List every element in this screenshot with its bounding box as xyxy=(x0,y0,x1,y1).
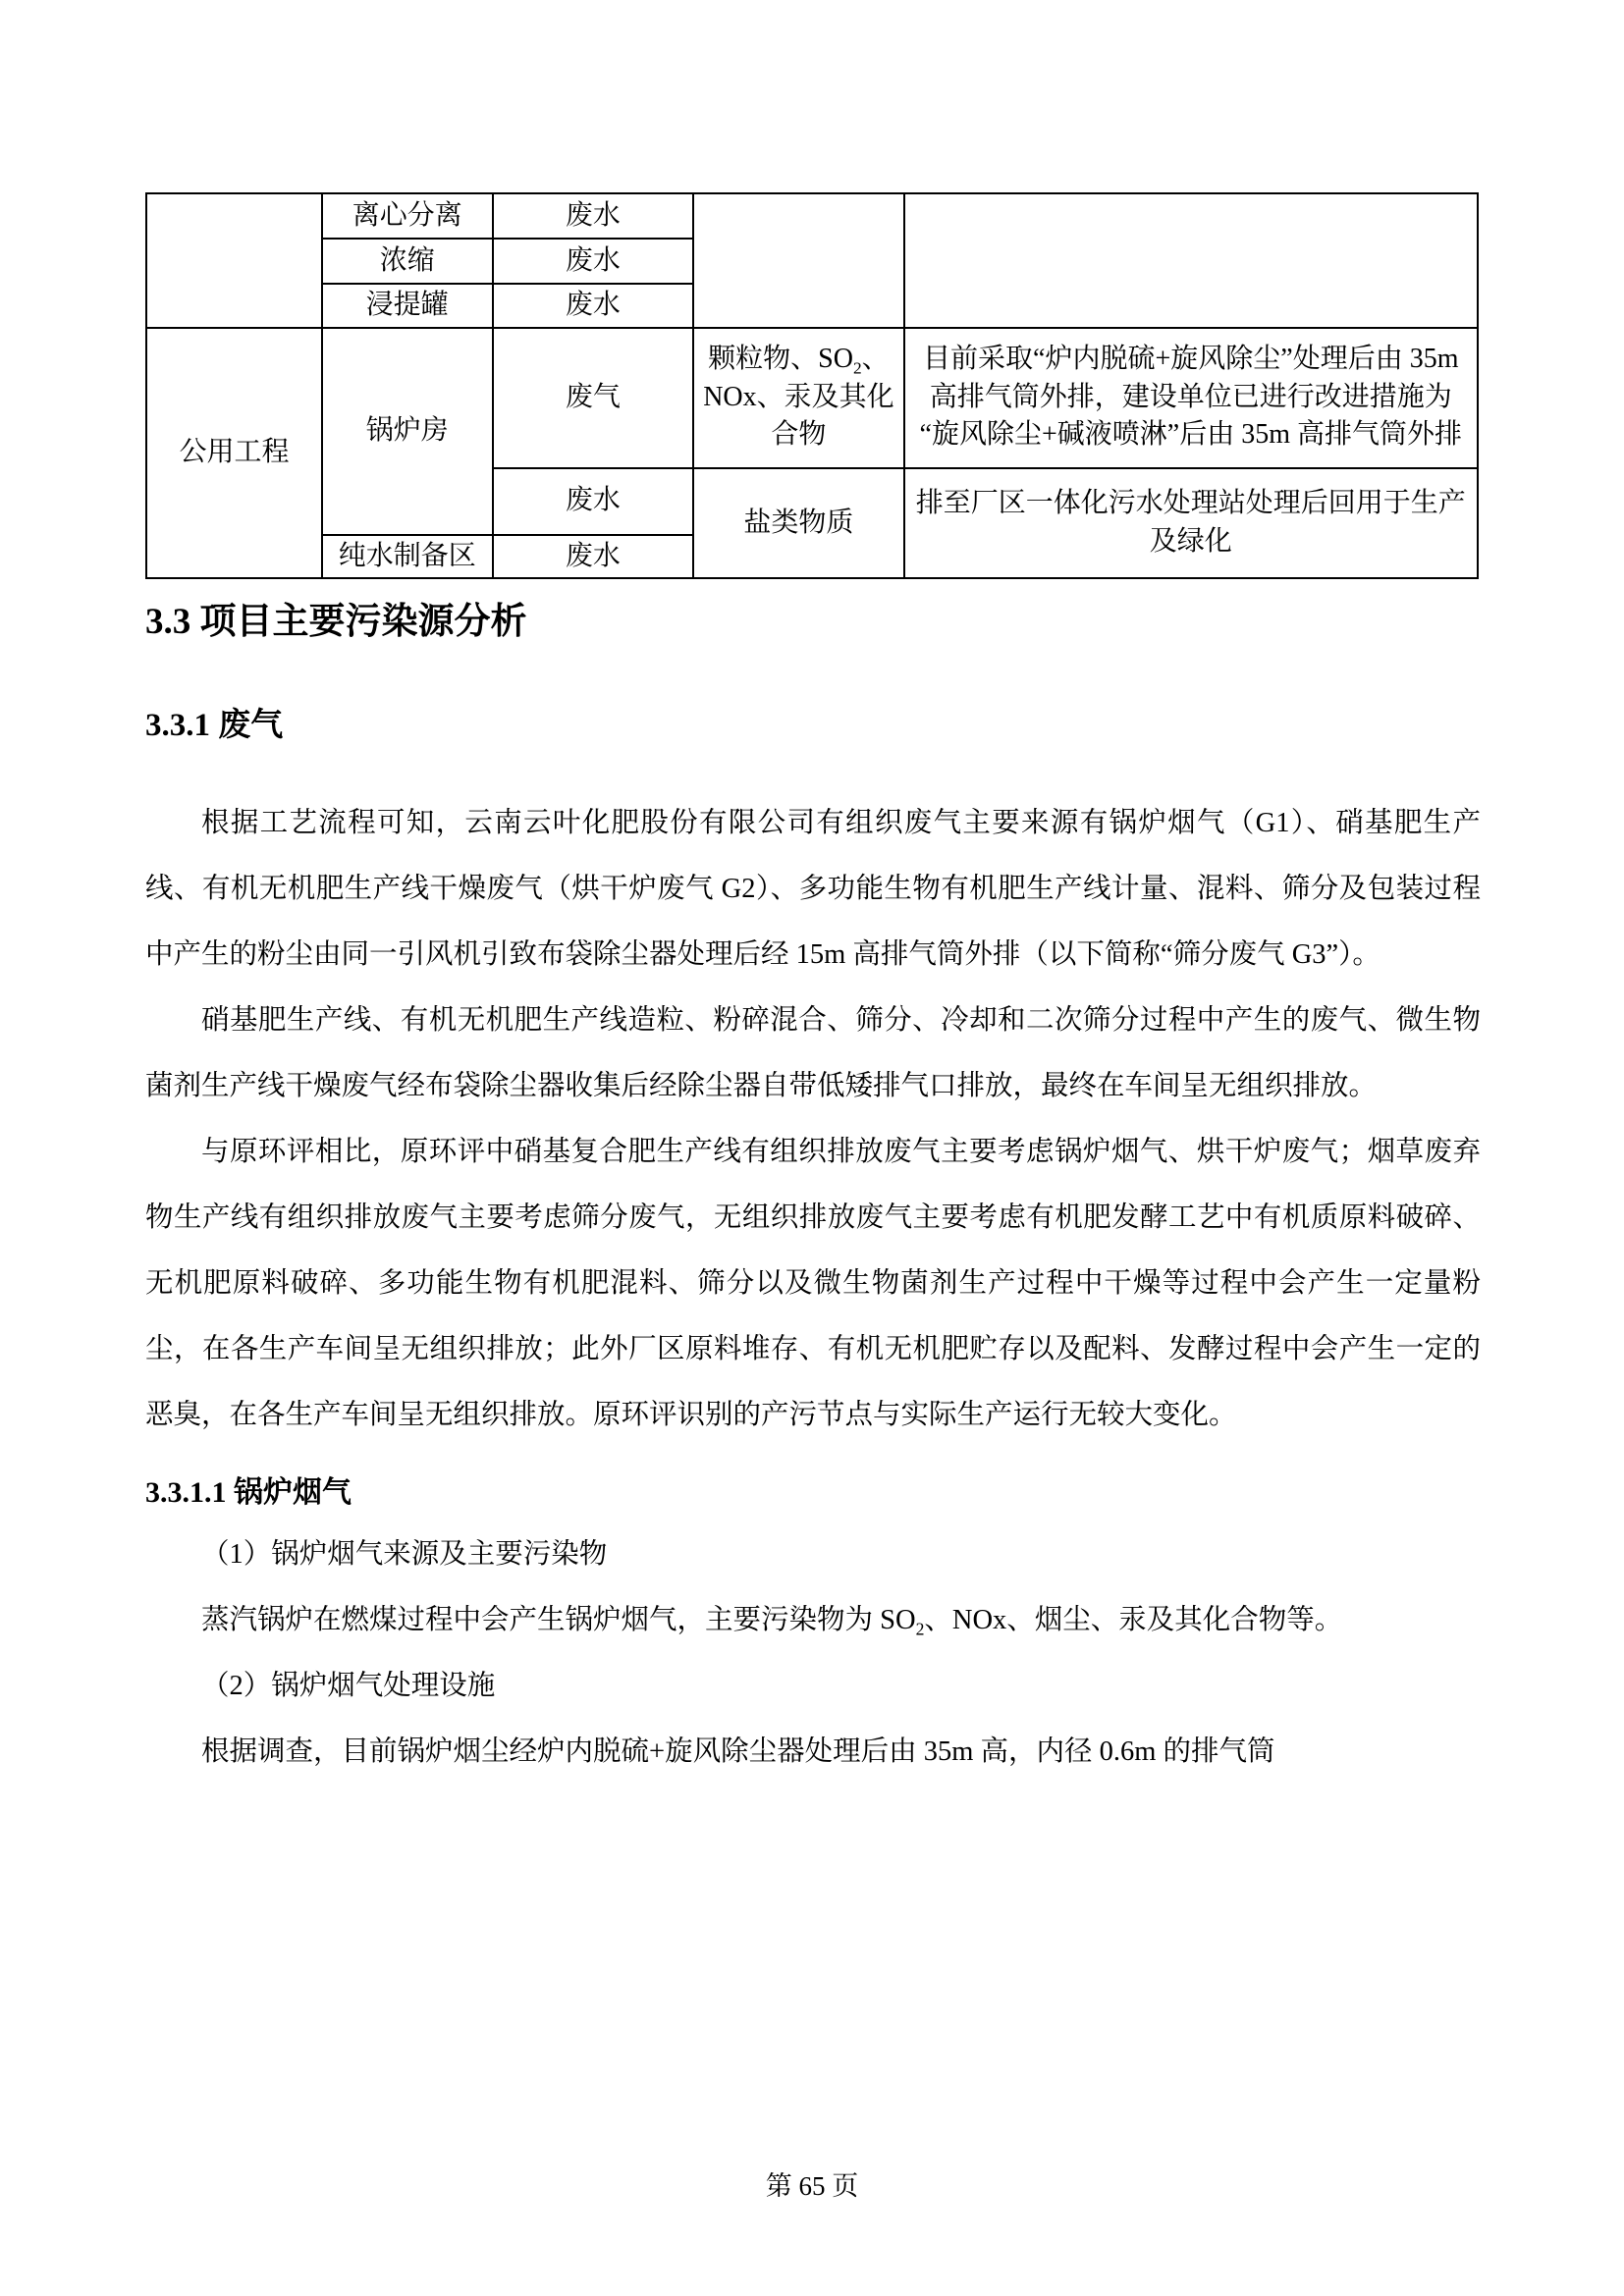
paragraph-unorganized-emission: 硝基肥生产线、有机无机肥生产线造粒、粉碎混合、筛分、冷却和二次筛分过程中产生的废气、微生物菌剂生产线干燥废气经布袋除尘器收集后经除尘器自带低矮排气口排放，最终在车间呈无组织排放。 xyxy=(145,1005,1481,1102)
cell-gas-label: 废气 xyxy=(493,328,694,468)
page-content xyxy=(145,0,1481,1785)
table-row xyxy=(146,328,1478,468)
subsection-heading: 3.3.1 废气 xyxy=(145,708,284,744)
boiler-gas-pre: 蒸汽锅炉在燃煤过程中会产生锅炉烟气，主要污染物为 SO xyxy=(201,1604,916,1635)
cell-emission: 废水 xyxy=(493,193,694,239)
table-row xyxy=(146,193,1478,239)
subsubsection-heading: 3.3.1.1 锅炉烟气 xyxy=(145,1476,352,1510)
cell-water-pollutants: 盐类物质 xyxy=(693,468,903,579)
boiler-gas-post: 、NOx、烟尘、汞及其化合物等。 xyxy=(924,1604,1343,1635)
gas-pollutants-post: 、NOx、汞及其化合物 xyxy=(703,344,894,451)
cell-treatment-empty xyxy=(904,193,1478,328)
cell-boiler-room: 锅炉房 xyxy=(322,328,493,535)
cell-pure-water-label: 废水 xyxy=(493,535,694,579)
gas-pollutants-pre: 颗粒物、SO xyxy=(708,344,853,375)
cell-pure-water-area: 纯水制备区 xyxy=(322,535,493,579)
paragraph-gas-sources: 根据工艺流程可知，云南云叶化肥股份有限公司有组织废气主要来源有锅炉烟气（G1）、硝基肥生产线、有机无机肥生产线干燥废气（烘干炉废气 G2）、多功能生物有机肥生产线计量、混料、筛分及包装过程中产生的粉尘由同一引风机引致布袋除尘器处理后经 15m 高排气筒外排（以下简称“筛分废气 G3”）。 xyxy=(145,808,1481,971)
cell-process: 浸提罐 xyxy=(322,284,493,328)
cell-emission: 废水 xyxy=(493,284,694,328)
cell-process: 离心分离 xyxy=(322,193,493,239)
so2-subscript-body: 2 xyxy=(915,1619,925,1639)
cell-pollutant-empty xyxy=(693,193,903,328)
cell-gas-treatment: 目前采取“炉内脱硫+旋风除尘”处理后由 35m 高排气筒外排，建设单位已进行改进措施为“旋风除尘+碱液喷淋”后由 35m 高排气筒外排 xyxy=(904,328,1478,468)
list-item-boiler-gas-source: （1）锅炉烟气来源及主要污染物 xyxy=(201,1538,608,1570)
cell-boiler-water-label: 废水 xyxy=(493,468,694,535)
page-number: 第 65 页 xyxy=(765,2171,859,2201)
list-item-boiler-gas-facility: （2）锅炉烟气处理设施 xyxy=(201,1670,496,1701)
paragraph-survey: 根据调查，目前锅炉烟尘经炉内脱硫+旋风除尘器处理后由 35m 高，内径 0.6m 的排气筒 xyxy=(201,1735,1275,1767)
cell-category: 公用工程 xyxy=(146,328,322,579)
paragraph-comparison-with-eia: 与原环评相比，原环评中硝基复合肥生产线有组织排放废气主要考虑锅炉烟气、烘干炉废气；烟草废弃物生产线有组织排放废气主要考虑筛分废气，无组织排放废气主要考虑有机肥发酵工艺中有机质原料破碎、无机肥原料破碎、多功能生物有机肥混料、筛分以及微生物菌剂生产过程中干燥等过程中会产生一定量粉尘，在各生产车间呈无组织排放；此外厂区原料堆存、有机无机肥贮存以及配料、发酵过程中会产生一定的恶臭，在各生产车间呈无组织排放。原环评识别的产污节点与实际生产运行无较大变化。 xyxy=(145,1137,1481,1431)
cell-category-empty xyxy=(146,193,322,328)
so2-subscript: 2 xyxy=(852,358,862,378)
cell-emission: 废水 xyxy=(493,239,694,284)
cell-gas-pollutants xyxy=(693,328,903,468)
paragraph-boiler-gas-pollutants xyxy=(145,1587,1481,1653)
pollution-source-table xyxy=(145,192,1479,579)
cell-water-treatment: 排至厂区一体化污水处理站处理后回用于生产及绿化 xyxy=(904,468,1478,579)
section-heading: 3.3 项目主要污染源分析 xyxy=(145,602,527,643)
cell-process: 浓缩 xyxy=(322,239,493,284)
